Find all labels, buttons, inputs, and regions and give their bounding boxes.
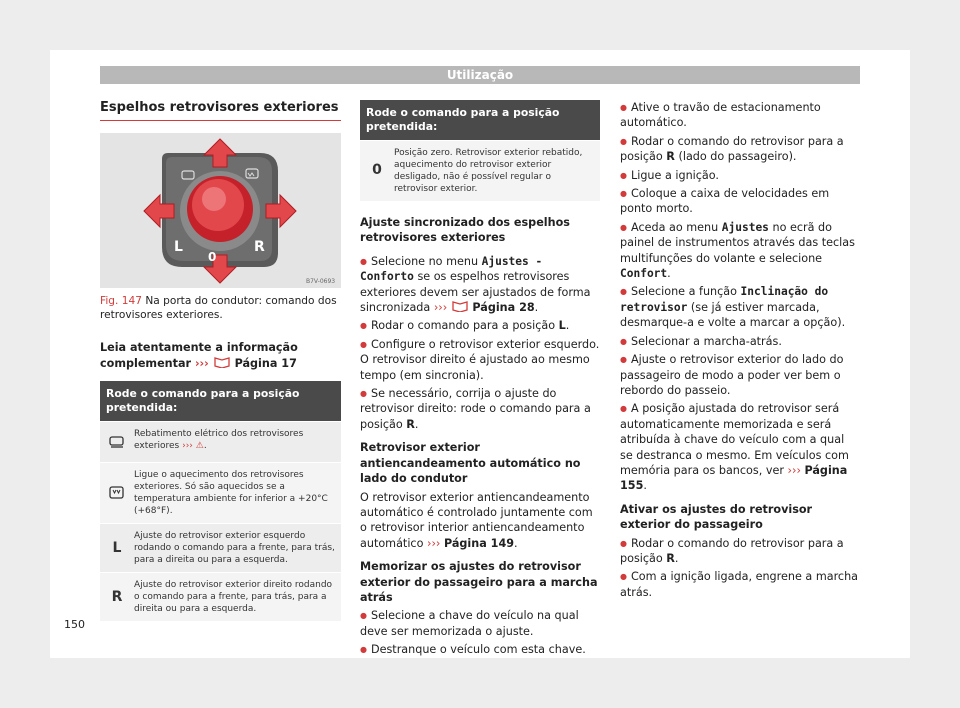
book-warning-icon (213, 356, 231, 368)
list-item: ● Destranque o veículo com esta chave. (360, 642, 600, 657)
list-item: ● Selecione a função Inclinação do retrovisor (se já estiver marcada, desmarque-a e volte a marcar a opção). (620, 284, 860, 330)
list-item: ● Com a ignição ligada, engrene a marcha atrás. (620, 569, 860, 600)
figure-label-right: R (254, 239, 265, 256)
column-left (100, 100, 341, 621)
position-table-2 (360, 100, 600, 201)
section-title: Espelhos retrovisores exteriores (100, 100, 341, 121)
table-header: Rode o comando para a posição pretendida: (100, 381, 341, 421)
table-row-text: Ligue o aquecimento dos retrovisores exteriores. Só são aquecidos se a temperatura ambiente for inferior a +20°C (+68°F). (134, 470, 328, 517)
list-item: ● Ligue a ignição. (620, 168, 860, 183)
subheading-memorize: Memorizar os ajustes do retrovisor exterior do passageiro para a marcha atrás (360, 560, 598, 604)
list-item: ● A posição ajustada do retrovisor será automaticamente memorizada e será atribuída à chave do veículo com a qual se destranca o mesmo. Em veículos com memória para os bancos, ver ››› Página 155. (620, 401, 860, 493)
paragraph: O retrovisor exterior antiencandeamento automático é controlado juntamente com o retrovisor interior antiencandeamento automático ››› Página 149. (360, 490, 593, 550)
list-item: ● Coloque a caixa de velocidades em ponto morto. (620, 186, 860, 217)
table-row-symbol: R (111, 588, 123, 605)
list-item: ● Selecione a chave do veículo na qual deve ser memorizada o ajuste. (360, 608, 600, 639)
warning-triangle-icon: ⚠ (195, 441, 204, 452)
column-middle (360, 100, 600, 666)
figure-label-zero: 0 (208, 250, 217, 265)
list-item: ● Ative o travão de estacionamento automático. (620, 100, 860, 131)
page-link[interactable]: Página 149 (443, 536, 515, 550)
page-header: Utilização (100, 66, 860, 84)
mirror-heat-icon (109, 486, 125, 500)
figure-caption (100, 294, 341, 322)
table-row-text: Ajuste do retrovisor exterior esquerdo rodando o comando para a frente, para trás, para a direita ou para a esquerda. (134, 531, 335, 566)
menu-name: Ajustes (721, 220, 769, 234)
list-item: ● Rodar o comando do retrovisor para a posição R. (620, 536, 860, 567)
page-number: 150 (64, 618, 85, 631)
figure-code: B7V-0693 (306, 278, 336, 286)
list-item: ● Selecionar a marcha-atrás. (620, 334, 860, 349)
table-row-symbol: 0 (372, 162, 382, 179)
list-item: ● Rodar o comando para a posição L. (360, 318, 600, 333)
list-item: ● Selecione no menu Ajustes - Conforto se os espelhos retrovisores exteriores devem ser ajustados de forma sincronizada ››› Página 28. (360, 254, 600, 316)
figure-label-left: L (174, 239, 183, 256)
page-link[interactable]: Página 28 (472, 301, 535, 315)
function-name: Inclinação do retrovisor (620, 285, 829, 314)
mirror-control-illustration (100, 133, 341, 288)
table-row (100, 572, 341, 621)
column-right (620, 100, 860, 608)
subheading-activate: Ativar os ajustes do retrovisor exterior do passageiro (620, 502, 813, 532)
figure-caption-text: Na porta do condutor: comando dos retrovisores exteriores. (100, 295, 337, 322)
warning-note-text: Leia atentamente a informação complementar (100, 341, 298, 370)
figure-mirror-control (100, 133, 341, 288)
table-row: Rebatimento elétrico dos retrovisores exteriores ››› ⚠. (100, 421, 341, 462)
table-row (100, 462, 341, 523)
table-row (360, 140, 600, 201)
menu-name: Confort (620, 267, 668, 281)
subheading-antiglare: Retrovisor exterior antiencandeamento automático no lado do condutor (360, 441, 581, 486)
list-item: ● Configure o retrovisor exterior esquerdo. O retrovisor direito é ajustado ao mesmo tempo (em sincronia). (360, 337, 600, 383)
figure-number: Fig. 147 (100, 295, 142, 308)
table-row-text: Posição zero. Retrovisor exterior rebatido, aquecimento do retrovisor exterior desligado, não é possível regular o retrovisor exterior. (394, 148, 583, 194)
table-row-symbol: L (112, 539, 122, 556)
page-link[interactable]: Página 155 (620, 463, 848, 493)
warning-page-link[interactable]: Página 17 (234, 356, 297, 370)
list-item: ● Rodar o comando do retrovisor para a posição R (lado do passageiro). (620, 134, 860, 165)
menu-path: Ajustes - Conforto (360, 254, 543, 284)
list-item: ● Aceda ao menu Ajustes no ecrã do painel de instrumentos através das teclas multifunções do volante e selecione Confort. (620, 220, 860, 282)
table-row (100, 523, 341, 572)
list-item: ● Ajuste o retrovisor exterior do lado do passageiro de modo a poder ver bem o rebordo do passeio. (620, 352, 860, 398)
warning-note: Leia atentamente a informação complementar ››› Página 17 (100, 341, 298, 370)
subheading-sync: Ajuste sincronizado dos espelhos retrovisores exteriores (360, 216, 570, 245)
table-row-text: Ajuste do retrovisor exterior direito rodando o comando para a frente, para trás, para a direita ou para a esquerda. (134, 580, 333, 615)
position-table-1 (100, 381, 341, 621)
mirror-fold-icon (109, 436, 125, 448)
book-icon (451, 300, 469, 312)
table-header: Rode o comando para a posição pretendida: (360, 100, 600, 140)
table-row-text: Rebatimento elétrico dos retrovisores exteriores (134, 429, 304, 452)
list-item: ● Se necessário, corrija o ajuste do retrovisor direito: rode o comando para a posição R. (360, 386, 600, 432)
